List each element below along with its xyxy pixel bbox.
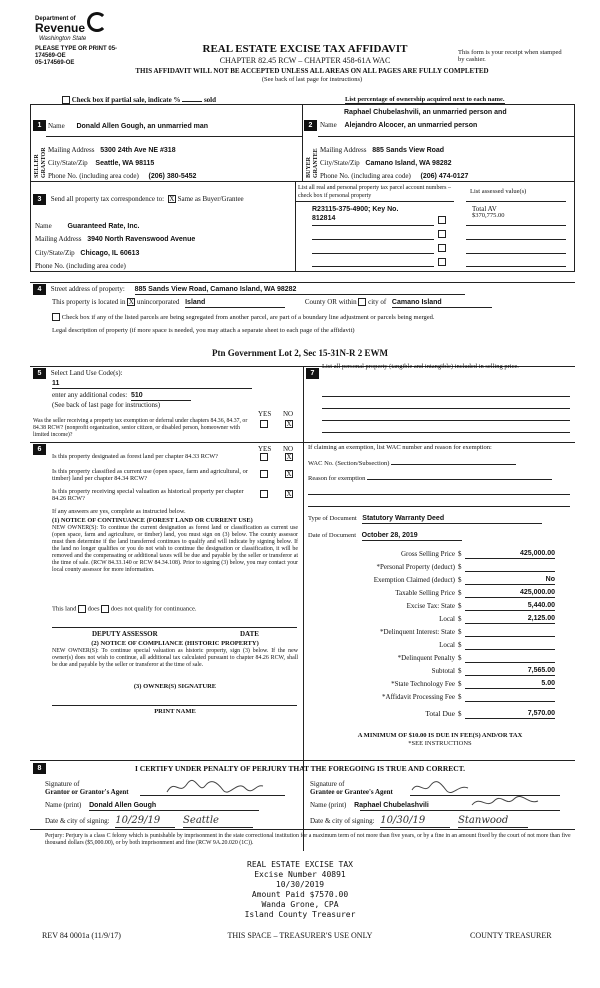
grantor-signature-line[interactable] — [140, 778, 285, 796]
form-subtitle: CHAPTER 82.45 RCW – CHAPTER 458-61A WAC — [219, 56, 391, 65]
dor-logo — [35, 12, 120, 44]
partial-sale-sold: sold — [203, 96, 217, 104]
same-as-buyer-label: Same as Buyer/Grantee — [177, 195, 244, 203]
street-label: Street address of property: — [50, 285, 125, 293]
deputy-assessor-label: DEPUTY ASSESSOR — [92, 630, 158, 638]
exemption-claimed-label: Exemption Claimed (deduct) — [373, 576, 455, 584]
exemption-dollar: $ — [458, 576, 462, 584]
code-2: 174569-OE — [35, 53, 66, 59]
same-as-buyer-checkbox[interactable]: X — [169, 195, 175, 204]
seller-mailing[interactable]: 5300 24th Ave NE #318 — [100, 147, 176, 154]
legal-label: Legal description of property (if more space is needed, you may attach a separate sheet to each page of the affidavit) — [52, 327, 355, 334]
city-label: city of — [368, 298, 387, 306]
buyer-city-label: City/State/Zip — [320, 159, 360, 167]
print-name-label: PRINT NAME — [154, 708, 196, 715]
minimum-fee-note: A MINIMUM OF $10.00 IS DUE IN FEE(S) AND/OR TAX — [357, 732, 523, 739]
treasurer-use-only: THIS SPACE – TREASURER'S USE ONLY — [227, 931, 373, 940]
please-type: PLEASE TYPE OR PRINT — [35, 46, 107, 52]
corr-city[interactable]: Chicago, IL 60613 — [80, 250, 140, 257]
seller-city[interactable]: Seattle, WA 98115 — [95, 160, 155, 167]
total-dollar: $ — [458, 710, 462, 718]
does-not-checkbox[interactable] — [101, 605, 109, 613]
state-tax-label: Excise Tax: State — [406, 602, 455, 610]
buyer-name-line1[interactable]: Raphael Chubelashvili, an unmarried person and — [344, 109, 507, 116]
section-4-badge: 4 — [33, 284, 46, 295]
additional-codes-label: enter any additional codes: — [52, 391, 128, 399]
doc-type[interactable]: Statutory Warranty Deed — [362, 515, 542, 524]
notice2-title: (2) NOTICE OF COMPLIANCE (HISTORIC PROPERTY) — [91, 640, 259, 647]
parcel-2[interactable]: 812814 — [312, 215, 336, 222]
land-use-see-back: (See back of last page for instructions) — [52, 401, 161, 409]
county-label: County OR within — [304, 298, 357, 306]
grantee-sig-label2: Grantee or Grantee's Agent — [310, 788, 393, 796]
perjury-notice: Perjury: Perjury is a class C felony which is punishable by imprisonment in the state correctional institution for a maximum term of not more than five years, or by a fine in an amount fixed by the court of not more than five thousand dollars ($5,000.00), or by both imprisonment and fine (RCW 9A.20.020 (1C)). — [45, 833, 571, 846]
segregated-checkbox[interactable] — [52, 313, 60, 321]
exempt-yes-checkbox[interactable] — [260, 420, 268, 428]
personal-dollar: $ — [458, 563, 462, 571]
stamp-line6: Island County Treasurer — [244, 910, 356, 919]
grantee-name-label: Name (print) — [310, 801, 347, 809]
does-checkbox[interactable] — [78, 605, 86, 613]
subtotal-value[interactable]: 7,565.00 — [465, 667, 555, 676]
partial-sale-label: Check box if partial sale, indicate % — [71, 96, 181, 104]
taxable-value[interactable]: 425,000.00 — [465, 589, 555, 598]
section-6-badge: 6 — [33, 444, 46, 455]
current-use-question: Is this property classified as current use (open space, farm and agricultural, or timber) land per chapter 84.34 RCW? — [52, 468, 248, 482]
dor-dept-line1: Department of — [35, 16, 76, 22]
taxable-dollar: $ — [458, 589, 462, 597]
additional-codes[interactable]: 510 — [131, 392, 191, 401]
buyer-section — [302, 104, 575, 182]
section-3-badge: 3 — [33, 194, 46, 205]
current-use-no-checkbox[interactable]: X — [286, 470, 292, 478]
gross-dollar: $ — [458, 550, 462, 558]
parcel-3-personal-checkbox[interactable] — [438, 244, 446, 252]
section-7-badge: 7 — [306, 368, 319, 379]
gross-label: Gross Selling Price — [400, 550, 455, 558]
seller-name[interactable]: Donald Allen Gough, an unmarried man — [76, 123, 209, 130]
stamp-line4: Amount Paid $7570.00 — [251, 890, 349, 899]
stamp-line5: Wanda Grone, CPA — [261, 900, 339, 909]
seller-mailing-label: Mailing Address — [48, 146, 95, 154]
seller-side-label: SELLER GRANTOR — [34, 147, 47, 178]
doc-type-label: Type of Document — [308, 515, 357, 522]
code-1: 05- — [108, 46, 118, 52]
dor-dept-line3: Washington State — [39, 36, 87, 42]
grantee-print-signature-icon — [470, 795, 540, 811]
if-yes-instructions: If any answers are yes, complete as instructed below. — [52, 508, 186, 515]
grantor-name[interactable]: Donald Allen Gough — [89, 802, 259, 811]
grantee-date-city-label: Date & city of signing: — [310, 817, 375, 825]
total-due-value[interactable]: 7,570.00 — [465, 710, 555, 719]
delinquent-penalty-label: *Delinquent Penalty — [397, 654, 455, 662]
seller-phone[interactable]: (206) 380-5452 — [148, 173, 197, 180]
forest-no-checkbox[interactable]: X — [286, 453, 292, 461]
notice1-text: NEW OWNER(S): To continue the current designation as forest land or classification as current use (open space, farm and agriculture, or timber) land, you must sign on (3) below. The county assessor must then determine if the land transferred continues to qualify and will indicate by signing below. If the land no longer qualifies or you do not wish to continue the designation or classification, it will be removed and the compensating or additional taxes will be due and payable by the seller or transferor at the time of sale. (RCW 84.33.140 or RCW 84.34.108). Prior to signing (3) below, you may contact your local county assessor for more information. — [52, 525, 298, 573]
land-use-code[interactable]: 11 — [52, 380, 252, 389]
grantee-name[interactable]: Raphael Chubelashvili — [354, 802, 429, 809]
local-tax-label: Local — [439, 615, 455, 623]
corr-name-label: Name — [35, 222, 52, 230]
historic-no-checkbox[interactable]: X — [286, 490, 292, 498]
delinq-local-dollar: $ — [458, 641, 462, 649]
current-use-yes-checkbox[interactable] — [260, 470, 268, 478]
grantor-sig-label1: Signature of — [45, 780, 80, 788]
delinquent-penalty-value[interactable] — [465, 654, 555, 663]
subtotal-label: Subtotal — [431, 667, 455, 675]
corr-mailing-label: Mailing Address — [35, 235, 82, 243]
delinquent-interest-local-value[interactable] — [465, 641, 555, 650]
see-instructions-note: *SEE INSTRUCTIONS — [408, 740, 472, 747]
tech-fee-value[interactable]: 5.00 — [465, 680, 555, 689]
dor-logo-mark-icon — [87, 12, 107, 32]
land-label: This land — [52, 605, 77, 613]
form-title: REAL ESTATE EXCISE TAX AFFIDAVIT — [202, 43, 408, 55]
assessed-header: List assessed value(s) — [470, 188, 527, 195]
grantee-city[interactable]: Stanwood — [458, 815, 528, 828]
stamp-line1: REAL ESTATE EXCISE TAX — [247, 860, 353, 869]
segregated-label: Check box if any of the listed parcels are being segregated from another parcel, are part of a boundary line adjustment or parcels being merged. — [61, 314, 435, 321]
taxable-label: Taxable Selling Price — [395, 589, 455, 597]
rev-code: REV 84 0001a (11/9/17) — [42, 931, 121, 940]
doc-date[interactable]: October 28, 2019 — [362, 532, 462, 541]
tech-fee-dollar: $ — [458, 680, 462, 688]
grantee-signature-icon — [410, 778, 470, 796]
corr-city-label: City/State/Zip — [35, 249, 75, 257]
wac-label: WAC No. (Section/Subsection) — [308, 460, 390, 467]
gross-value[interactable]: 425,000.00 — [465, 550, 555, 559]
grantee-date[interactable]: 10/30/19 — [380, 815, 450, 828]
city-checkbox[interactable] — [358, 298, 366, 306]
delinq-state-dollar: $ — [458, 628, 462, 636]
stamp-line3: 10/30/2019 — [275, 880, 325, 889]
grantor-sig-label2: Grantor or Grantor's Agent — [45, 788, 129, 796]
stamp-line2: Excise Number 40891 — [254, 870, 346, 879]
grantor-date-city-label: Date & city of signing: — [45, 817, 110, 825]
affidavit-fee-dollar: $ — [458, 693, 462, 701]
s6-yes-label: YES — [258, 445, 272, 453]
corr-name[interactable]: Guaranteed Rate, Inc. — [67, 223, 140, 230]
legal-description[interactable]: Ptn Government Lot 2, Sec 15-31N-R 2 EWM — [212, 348, 388, 358]
seller-city-label: City/State/Zip — [48, 159, 88, 167]
forest-question: Is this property designated as forest land per chapter 84.33 RCW? — [52, 453, 218, 460]
does-label: does — [87, 605, 100, 613]
grantor-date[interactable]: 10/29/19 — [115, 815, 175, 828]
owner-signature-label: (3) OWNER(S) SIGNATURE — [133, 683, 217, 690]
receipt-note: This form is your receipt when stamped by cashier. — [458, 49, 562, 64]
seller-phone-label: Phone No. (including area code) — [48, 172, 139, 180]
notice2-text: NEW OWNER(S): To continue special valuation as historic property, sign (3) below. If the new owner(s) does not wish to continue, all additional tax calculated pursuant to chapter 84.26 RCW, shall be due and payable by the seller or transferor at the time of sale. — [52, 648, 298, 668]
section-5-badge: 5 — [33, 368, 46, 379]
parcel-4-personal-checkbox[interactable] — [438, 258, 446, 266]
buyer-side-label: BUYER GRANTEE — [306, 148, 319, 178]
local-dollar: $ — [458, 615, 462, 623]
buyer-phone-label: Phone No. (including area code) — [320, 172, 411, 180]
located-label: This property is located in — [52, 298, 126, 306]
affidavit-fee-value[interactable] — [465, 693, 555, 702]
personal-property-label: List all personal property (tangible and intangible) included in selling price. — [322, 363, 519, 370]
total-av-label: Total AV — [472, 205, 497, 213]
grantee-sig-label1: Signature of — [310, 780, 345, 788]
county-value[interactable]: Island — [185, 299, 285, 308]
local-tax-value[interactable]: 2,125.00 — [465, 615, 555, 624]
buyer-mailing[interactable]: 885 Sands View Road — [372, 147, 445, 154]
parcel-1-personal-checkbox[interactable] — [438, 216, 446, 224]
buyer-phone[interactable]: (206) 474-0127 — [420, 173, 469, 180]
buyer-name-line2[interactable]: Alejandro Alcocer, an unmarried person — [344, 122, 478, 129]
seller-section — [30, 104, 302, 182]
tech-fee-label: *State Technology Fee — [391, 680, 455, 688]
state-tax-value[interactable]: 5,440.00 — [465, 602, 555, 611]
corr-phone-label: Phone No. (including area code) — [35, 262, 126, 270]
corr-mailing[interactable]: 3940 North Ravenswood Avenue — [87, 236, 196, 243]
city-value[interactable]: Camano Island — [392, 299, 492, 308]
grantor-signature-icon — [165, 778, 265, 796]
grantee-signature-line[interactable] — [410, 778, 560, 796]
historic-question: Is this property receiving special valuation as historical property per chapter 84.26 RCW? — [52, 488, 244, 502]
see-back: (See back of last page for instructions) — [261, 76, 363, 83]
correspondence-label: Send all property tax correspondence to: — [50, 195, 165, 203]
forest-yes-checkbox[interactable] — [260, 453, 268, 461]
buyer-mailing-label: Mailing Address — [320, 146, 367, 154]
state-dollar: $ — [458, 602, 462, 610]
land-use-label: Select Land Use Code(s): — [50, 369, 123, 377]
notice1-title: (1) NOTICE OF CONTINUANCE (FOREST LAND OR CURRENT USE) — [52, 517, 253, 524]
s5-yes-label: YES — [258, 410, 272, 418]
penalty-dollar: $ — [458, 654, 462, 662]
section-1-badge: 1 — [33, 120, 46, 131]
reason-label: Reason for exemption — [308, 475, 366, 482]
grantor-city[interactable]: Seattle — [183, 815, 253, 828]
personal-property-deduct-label: *Personal Property (deduct) — [376, 563, 455, 571]
seller-name-label: Name — [48, 122, 65, 130]
affidavit-fee-label: *Affidavit Processing Fee — [382, 693, 455, 701]
delinquent-interest-state-label: *Delinquent Interest: State — [379, 628, 455, 636]
parcels-header: List all real and personal property tax parcel account numbers – check box if personal property — [298, 185, 451, 199]
street-address[interactable]: 885 Sands View Road, Camano Island, WA 98282 — [135, 286, 465, 295]
unincorporated-label: unincorporated — [136, 298, 180, 306]
exemption-value[interactable]: No — [465, 576, 555, 585]
buyer-name-label: Name — [320, 121, 337, 129]
dor-dept-line2: Revenue — [35, 21, 86, 35]
s6-no-label: NO — [283, 445, 294, 453]
section-2-badge: 2 — [304, 120, 317, 131]
unincorporated-checkbox[interactable]: X — [128, 298, 134, 307]
ownership-label: List percentage of ownership acquired next to each name. — [345, 96, 505, 103]
parcel-2-personal-checkbox[interactable] — [438, 230, 446, 238]
delinquent-interest-local-label: Local — [439, 641, 455, 649]
total-av: $370,775.00 — [472, 212, 505, 219]
county-treasurer-label: COUNTY TREASURER — [470, 931, 552, 940]
grantor-name-label: Name (print) — [45, 801, 82, 809]
personal-value[interactable] — [465, 563, 555, 572]
buyer-city[interactable]: Camano Island, WA 98282 — [365, 160, 452, 167]
does-not-label: does not qualify for continuance. — [110, 605, 197, 613]
subtotal-dollar: $ — [458, 667, 462, 675]
historic-yes-checkbox[interactable] — [260, 490, 268, 498]
total-due-label: Total Due — [425, 709, 455, 718]
delinquent-interest-state-value[interactable] — [465, 628, 555, 637]
parcel-1[interactable]: R23115-375-4900; Key No. — [312, 206, 399, 213]
code-3: 05-174569-OE — [35, 60, 75, 66]
exemption-label: If claiming an exemption, list WAC number and reason for exemption: — [308, 444, 492, 451]
exempt-question: Was the seller receiving a property tax exemption or deferral under chapters 84.36, 84.37, or 84.38 RCW? (nonprofit organization, senior citizen, or disabled person, homeowner with limited income)? — [33, 418, 248, 438]
section-8-badge: 8 — [33, 763, 46, 774]
s5-no-label: NO — [283, 410, 294, 418]
certify-statement: I CERTIFY UNDER PENALTY OF PERJURY THAT THE FOREGOING IS TRUE AND CORRECT. — [134, 764, 465, 773]
warning-text: THIS AFFIDAVIT WILL NOT BE ACCEPTED UNLESS ALL AREAS ON ALL PAGES ARE FULLY COMPLETED — [135, 67, 489, 75]
doc-date-label: Date of Document — [308, 532, 357, 539]
exempt-no-checkbox[interactable]: X — [286, 420, 292, 428]
deputy-date-label: DATE — [240, 630, 259, 638]
